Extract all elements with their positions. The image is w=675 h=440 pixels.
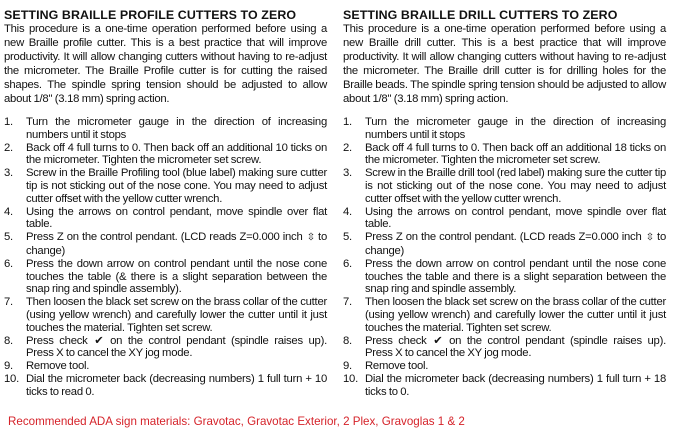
step-number: 2. xyxy=(343,141,352,154)
step-text xyxy=(365,231,666,257)
step-text-pre: Press check xyxy=(365,334,427,347)
list-item xyxy=(343,258,666,296)
step-number: 5. xyxy=(343,231,352,244)
list-item xyxy=(343,360,666,373)
step-number: 6. xyxy=(4,258,13,271)
step-text: Press the down arrow on control pendant until the nose cone touches the table (& there is a slight separation between the snap ring and spindle assembly). xyxy=(26,258,327,296)
step-text: Press the down arrow on control pendant until the nose cone touches the table and there is a slight separation between the snap ring and spindle assembly. xyxy=(365,258,666,296)
list-item xyxy=(4,373,327,398)
step-number: 3. xyxy=(343,167,352,180)
step-text: Then loosen the black set screw on the brass collar of the cutter (using yellow wrench) and carefully lower the cutter until it just touches the material. Tighten set screw. xyxy=(26,296,327,334)
list-item xyxy=(343,167,666,205)
step-number: 6. xyxy=(343,258,352,271)
step-text-pre: Press Z on the control pendant. (LCD reads Z=0.000 inch xyxy=(365,231,642,244)
steps-list xyxy=(343,116,666,399)
section-intro: This procedure is a one-time operation performed before using a new Braille profile cutter. This is a best practice that will improve productivity. It will allow changing cutters without having to re-adjust the micrometer. The Braille Profile cutter is for cutting the raised shapes. The spindle spring tension should be adjusted to allow about 1/8" (3.18 mm) spring action. xyxy=(4,23,327,105)
step-number: 7. xyxy=(343,296,352,309)
list-item xyxy=(4,206,327,231)
list-item xyxy=(343,116,666,141)
section-intro: This procedure is a one-time operation performed before using a new Braille drill cutter. This is a best practice that will improve productivity. It will allow changing cutters without having to re-adjust the micrometer. The Braille drill cutter is for drilling holes for the Braille beads. The spindle spring tension should be adjusted to allow about 1/8" (3.18 mm) spring action. xyxy=(343,23,666,105)
step-text xyxy=(365,335,666,360)
list-item xyxy=(343,335,666,360)
profile-cutters-section xyxy=(4,8,327,399)
step-number: 2. xyxy=(4,141,13,154)
step-text: Back off 4 full turns to 0. Then back off an additional 18 ticks on the micrometer. Tighten the micrometer set screw. xyxy=(365,141,666,167)
step-number: 8. xyxy=(4,334,13,347)
step-text-pre: Press check xyxy=(26,334,88,347)
step-number: 7. xyxy=(4,296,13,309)
step-text: Remove tool. xyxy=(26,360,90,373)
list-item xyxy=(4,167,327,205)
list-item xyxy=(343,373,666,398)
step-number: 4. xyxy=(4,205,13,218)
step-number: 9. xyxy=(343,360,352,373)
list-item xyxy=(4,231,327,257)
step-text: Turn the micrometer gauge in the direction of increasing numbers until it stops xyxy=(26,116,327,141)
step-text xyxy=(26,231,327,257)
step-text: Using the arrows on control pendant, move spindle over flat table. xyxy=(26,205,327,231)
check-mark-icon: ✔ xyxy=(94,334,104,347)
steps-list xyxy=(4,116,327,399)
step-text: Then loosen the black set screw on the brass collar of the cutter (using yellow wrench) and carefully lower the cutter until it just touches the material. Tighten set screw. xyxy=(365,296,666,334)
list-item xyxy=(343,231,666,257)
step-text xyxy=(26,335,327,360)
step-text: Back off 4 full turns to 0. Then back off an additional 10 ticks on the micrometer. Tighten the micrometer set screw. xyxy=(26,141,327,167)
list-item xyxy=(4,335,327,360)
drill-cutters-section xyxy=(343,8,666,399)
up-down-arrow-icon: ⇳ xyxy=(306,232,315,244)
step-number: 9. xyxy=(4,360,13,373)
step-text: Screw in the Braille Profiling tool (blue label) making sure cutter tip is not sticking out of the nose cone. You may need to adjust cutter offset with the yellow cutter wrench. xyxy=(26,167,327,205)
recommended-materials-note: Recommended ADA sign materials: Gravotac, Gravotac Exterior, 2 Plex, Gravoglas 1 & 2 xyxy=(8,415,465,428)
list-item xyxy=(4,116,327,141)
step-text: Remove tool. xyxy=(365,360,429,373)
step-number: 4. xyxy=(343,205,352,218)
step-text: Screw in the Braille drill tool (red label) making sure the cutter tip is not sticking out of the nose cone. You may need to adjust cutter offset with the yellow cutter wrench. xyxy=(365,167,666,205)
step-number: 3. xyxy=(4,167,13,180)
check-mark-icon: ✔ xyxy=(433,334,443,347)
step-number: 10. xyxy=(343,373,358,386)
list-item xyxy=(343,296,666,334)
step-number: 5. xyxy=(4,231,13,244)
step-text: Using the arrows on control pendant, move spindle over flat table. xyxy=(365,205,666,231)
step-text-post: to change) xyxy=(26,231,327,257)
step-text-post: on the control pendant (spindle raises up). Press X to cancel the XY jog mode. xyxy=(365,334,666,360)
list-item xyxy=(4,360,327,373)
step-number: 1. xyxy=(343,116,352,128)
step-number: 10. xyxy=(4,373,19,386)
up-down-arrow-icon: ⇳ xyxy=(645,232,654,244)
step-text: Turn the micrometer gauge in the direction of increasing numbers until it stops xyxy=(365,116,666,141)
list-item xyxy=(4,142,327,167)
step-text-post: to change) xyxy=(365,231,666,257)
step-number: 8. xyxy=(343,334,352,347)
list-item xyxy=(4,296,327,334)
list-item xyxy=(4,258,327,296)
section-title: SETTING BRAILLE PROFILE CUTTERS TO ZERO xyxy=(4,8,297,22)
section-title: SETTING BRAILLE DRILL CUTTERS TO ZERO xyxy=(343,8,618,22)
list-item xyxy=(343,206,666,231)
step-number: 1. xyxy=(4,116,13,128)
step-text: Dial the micrometer back (decreasing numbers) 1 full turn + 18 ticks to 0. xyxy=(365,373,666,398)
step-text-pre: Press Z on the control pendant. (LCD reads Z=0.000 inch xyxy=(26,231,303,244)
step-text: Dial the micrometer back (decreasing numbers) 1 full turn + 10 ticks to read 0. xyxy=(26,373,327,398)
step-text-post: on the control pendant (spindle raises up). Press X to cancel the XY jog mode. xyxy=(26,334,327,360)
list-item xyxy=(343,142,666,167)
